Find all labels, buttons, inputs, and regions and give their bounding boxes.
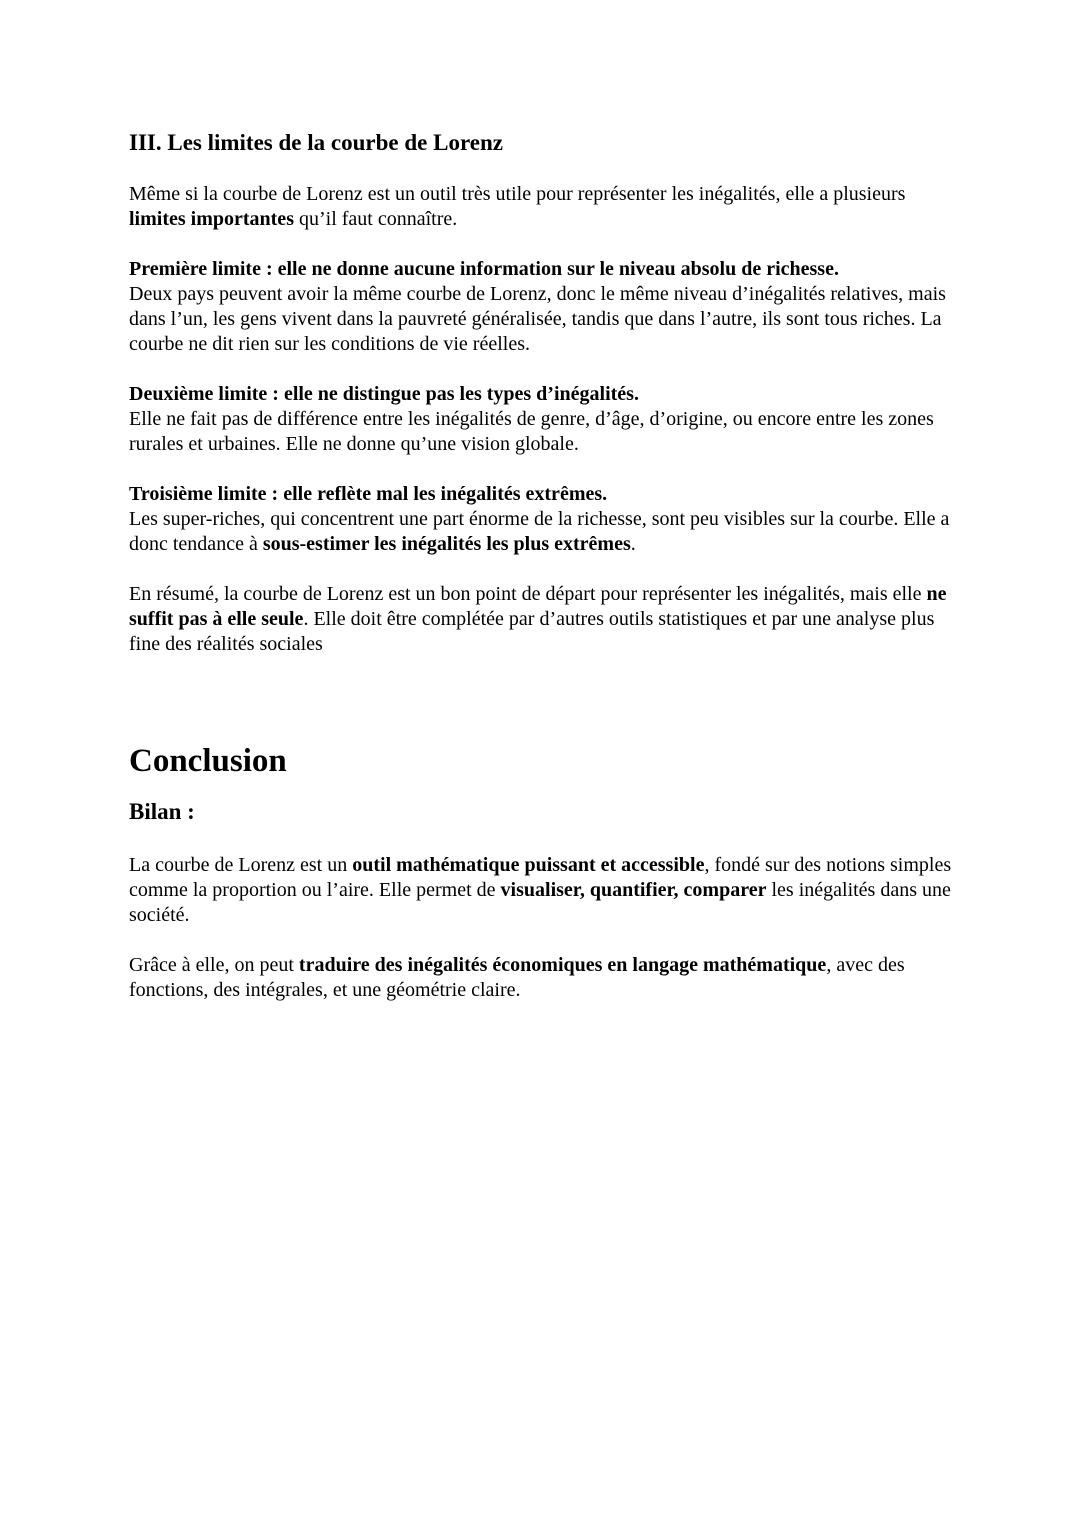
section-heading: III. Les limites de la courbe de Lorenz bbox=[129, 130, 503, 155]
emphasis-text: limites importantes bbox=[129, 208, 294, 230]
limit-2-body: Elle ne fait pas de différence entre les inégalités de genre, d’âge, d’origine, ou encore entre les zones rurales et urbaines. Elle ne donne qu’une vision globale. bbox=[129, 408, 934, 455]
section-intro-paragraph: Même si la courbe de Lorenz est un outil très utile pour représenter les inégalités, elle a plusieurs limites importantes qu’il faut connaître. bbox=[129, 183, 906, 230]
emphasis-text: sous-estimer les inégalités les plus extrêmes bbox=[262, 533, 631, 555]
emphasis-text: traduire des inégalités économiques en langage mathématique bbox=[298, 954, 827, 976]
limit-3-heading: Troisième limite : elle reflète mal les inégalités extrêmes. bbox=[129, 483, 608, 505]
document-page bbox=[129, 128, 959, 1003]
emphasis-text: outil mathématique puissant et accessible bbox=[352, 854, 705, 876]
limit-2-paragraph bbox=[129, 382, 959, 457]
summary-paragraph: En résumé, la courbe de Lorenz est un bon point de départ pour représenter les inégalités, mais elle ne suffit pas à elle seule. Elle doit être complétée par d’autres outils statistiques et par une analyse plus fine des réalités sociales bbox=[129, 583, 947, 655]
limit-2-heading: Deuxième limite : elle ne distingue pas les types d’inégalités. bbox=[129, 383, 639, 405]
limit-3-paragraph: Troisième limite : elle reflète mal les inégalités extrêmes. Les super-riches, qui concentrent une part énorme de la richesse, sont peu visibles sur la courbe. Elle a donc tendance à sous-estimer les inégalités les plus extrêmes. bbox=[129, 483, 950, 555]
conclusion-paragraph-2: Grâce à elle, on peut traduire des inégalités économiques en langage mathématique, avec des fonctions, des intégrales, et une géométrie claire. bbox=[129, 954, 905, 1001]
emphasis-text: visualiser, quantifier, comparer bbox=[500, 879, 767, 901]
limit-1-heading: Première limite : elle ne donne aucune information sur le niveau absolu de richesse. bbox=[129, 258, 839, 280]
conclusion-paragraph-1: La courbe de Lorenz est un outil mathématique puissant et accessible, fondé sur des notions simples comme la proportion ou l’aire. Elle permet de visualiser, quantifier, comparer les inégalités dans une société. bbox=[129, 854, 952, 926]
limit-1-paragraph bbox=[129, 257, 959, 357]
conclusion-subtitle: Bilan : bbox=[129, 799, 195, 824]
emphasis-text: ne suffit pas à elle seule bbox=[129, 583, 947, 630]
conclusion-title: Conclusion bbox=[129, 743, 287, 779]
limit-1-body: Deux pays peuvent avoir la même courbe de Lorenz, donc le même niveau d’inégalités relatives, mais dans l’un, les gens vivent dans la pauvreté généralisée, tandis que dans l’autre, ils sont tous riches. La courbe ne dit rien sur les conditions de vie réelles. bbox=[129, 283, 946, 355]
